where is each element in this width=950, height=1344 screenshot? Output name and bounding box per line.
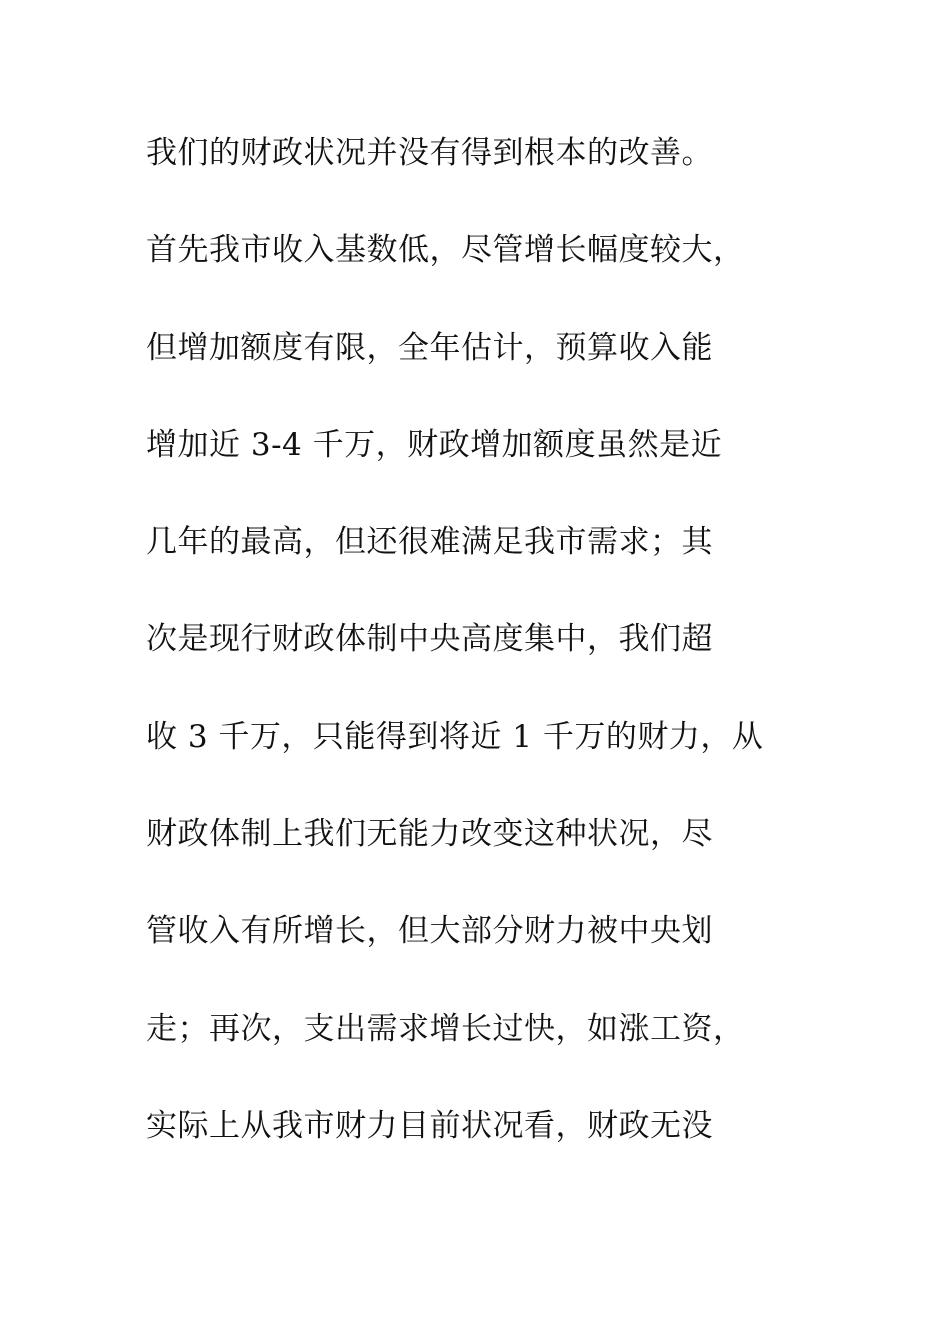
body-text — [146, 126, 836, 1196]
text-line: 实际上从我市财力目前状况看，财政无没 — [146, 1107, 713, 1144]
text-line: 走；再次，支出需求增长过快，如涨工资， — [146, 1010, 745, 1047]
text-line: 首先我市收入基数低，尽管增长幅度较大， — [146, 232, 745, 269]
text-line: 财政体制上我们无能力改变这种状况，尽 — [146, 816, 713, 853]
text-line: 增加近 3-4 千万，财政增加额度虽然是近 — [146, 426, 723, 463]
text-line: 次是现行财政体制中央高度集中，我们超 — [146, 621, 713, 658]
text-line: 几年的最高，但还很难满足我市需求；其 — [146, 524, 713, 561]
text-line: 管收入有所增长，但大部分财力被中央划 — [146, 913, 713, 950]
text-line: 但增加额度有限，全年估计，预算收入能 — [146, 329, 713, 366]
text-line: 我们的财政状况并没有得到根本的改善。 — [146, 135, 713, 171]
text-line: 收 3 千万，只能得到将近 1 千万的财力，从 — [146, 718, 764, 755]
